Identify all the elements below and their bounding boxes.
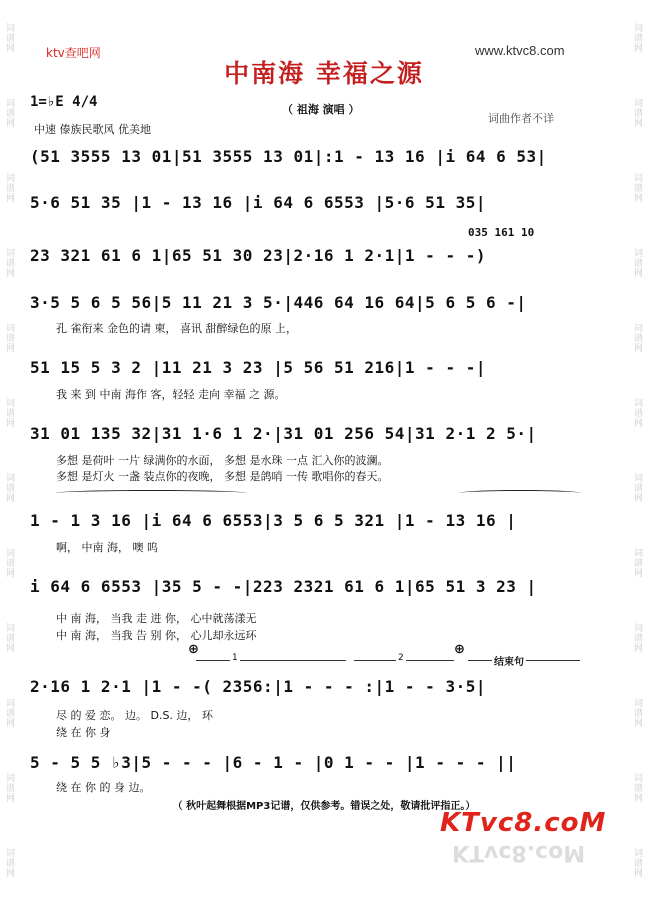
left-watermark-column: 词谱网 词谱网 词谱网 词谱网 词谱网 词谱网 词谱网 词谱网 词谱网 词谱网 词谱网 词谱网	[4, 22, 14, 879]
right-watermark-column: 词谱网 词谱网 词谱网 词谱网 词谱网 词谱网 词谱网 词谱网 词谱网 词谱网 词谱网 词谱网	[632, 22, 642, 879]
ending-label: 结束句	[492, 653, 526, 668]
lyrics-line-8a: 中 南 海， 当我 走 进 你， 心中就荡漾无	[56, 612, 257, 625]
lyrics-line-10: 绕 在 你 的 身 边。	[56, 781, 151, 794]
tempo-marking: 中速 傣族民歌风 优美地	[34, 123, 151, 136]
author-credit: 词曲作者不详	[488, 112, 554, 125]
brand-logo-reflection: KTvc8.coM	[452, 840, 586, 865]
score-line-1: (51 3555 13 01|51 3555 13 01|:1 - 13 16 |i 64 6 53|	[30, 147, 547, 166]
volta-bracket-1	[196, 653, 346, 671]
ending-bracket	[468, 657, 580, 671]
site-url[interactable]: www.ktvc8.com	[475, 43, 565, 58]
volta-bracket-2	[354, 653, 454, 671]
site-logo[interactable]: ktv查吧网	[46, 46, 101, 60]
volta-number-1: 1	[232, 653, 238, 663]
lyrics-line-6b: 多想 是灯火 一盏 装点你的夜晚， 多想 是鸽哨 一传 歌唱你的春天。	[56, 470, 389, 483]
small-notes-aside: 035 161 10	[468, 226, 535, 239]
singer-credit: （ 祖海 演唱 ）	[282, 103, 360, 116]
lyrics-line-9a: 尽 的 爱 恋。 边。 D.S. 边， 环	[56, 709, 213, 722]
score-line-6: 31 01 135 32|31 1·6 1 2·|31 01 256 54|31 2·1 2 5·|	[30, 424, 537, 443]
phrase-slur	[56, 490, 246, 496]
brand-logo[interactable]: KTvc8.coM	[440, 808, 607, 838]
lyrics-line-5: 我 来 到 中南 海作 客，轻轻 走向 幸福 之 源。	[56, 388, 286, 401]
score-line-7: 1 - 1 3 16 |i 64 6 6553|3 5 6 5 321 |1 - 13 16 |	[30, 511, 517, 530]
lyrics-line-9b: 绕 在 你 身	[56, 726, 111, 739]
key-signature: 1=♭E 4/4	[30, 94, 98, 110]
score-line-8: i 64 6 6553 |35 5 - -|223 2321 61 6 1|65 51 3 23 |	[30, 577, 537, 596]
score-line-10: 5 - 5 5 ♭3|5 - - - |6 - 1 - |0 1 - - |1 - - - ||	[30, 753, 517, 772]
lyrics-line-4: 孔 雀衔来 金色的请 柬， 喜讯 甜醉绿色的原 上，	[56, 322, 297, 335]
volta-number-2: 2	[398, 653, 404, 663]
lyrics-line-8b: 中 南 海， 当我 告 别 你， 心儿却永远环	[56, 629, 257, 642]
score-line-9: 2·16 1 2·1 |1 - -( 2356:|1 - - - :|1 - - 3·5|	[30, 677, 486, 696]
song-title: 中南海 幸福之源	[224, 59, 424, 88]
coda-sign-left: ⊕	[188, 642, 199, 657]
score-line-4: 3·5 5 6 5 56|5 11 21 3 5·|446 64 16 64|5 6 5 6 -|	[30, 293, 527, 312]
score-line-3: 23 321 61 6 1|65 51 30 23|2·16 1 2·1|1 - - -)	[30, 246, 486, 265]
lyrics-line-7: 啊， 中南 海， 噢 呜	[56, 541, 158, 554]
transcriber-note: （ 秋叶起舞根据MP3记谱，仅供参考。错误之处，敬请批评指正。）	[172, 801, 476, 812]
score-line-2: 5·6 51 35 |1 - 13 16 |i 64 6 6553 |5·6 51 35|	[30, 193, 486, 212]
score-line-5: 51 15 5 3 2 |11 21 3 23 |5 56 51 216|1 - - -|	[30, 358, 486, 377]
coda-sign-right: ⊕	[454, 642, 465, 657]
lyrics-line-6a: 多想 是荷叶 一片 绿满你的水面， 多想 是水珠 一点 汇入你的波澜。	[56, 454, 389, 467]
phrase-slur	[460, 490, 580, 496]
